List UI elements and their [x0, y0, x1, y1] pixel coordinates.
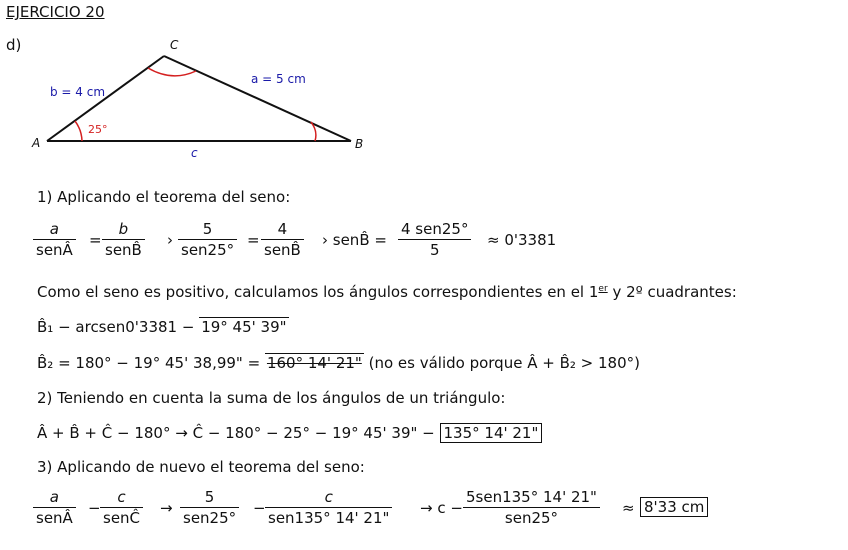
vertex-b: B [355, 137, 364, 151]
fraction-bar [180, 507, 239, 508]
step2-result: 135° 14' 21" [440, 423, 543, 443]
step3-fraction-5 [463, 488, 600, 527]
note-end: y 2º cuadrantes: [607, 283, 737, 301]
fraction-bar [261, 239, 304, 240]
fraction-numerator: 5 [204, 488, 215, 506]
fraction-numerator: a [49, 488, 59, 506]
side-b-label: b = 4 cm [50, 85, 106, 99]
fraction-numerator: 5 [202, 220, 213, 238]
step1-fraction-3 [178, 220, 237, 259]
fraction-denominator: senB̂ [264, 241, 301, 259]
part-label: d) [6, 36, 22, 54]
fraction-denominator: sen25° [183, 509, 237, 527]
side-a-label: a = 5 cm [251, 72, 306, 86]
step3-heading: 3) Aplicando de nuevo el teorema del seno: [37, 458, 365, 476]
b2-note: (no es válido porque Â + B̂₂ > 180°) [368, 354, 640, 372]
step2-eq: Â + B̂ + Ĉ − 180° → Ĉ − 180° − 25° − 19° 45' 39" − [37, 424, 435, 442]
fraction-numerator: c [324, 488, 333, 506]
fraction-denominator: senÂ [36, 509, 73, 527]
minus-sign: − [253, 499, 266, 517]
fraction-denominator: senB̂ [105, 241, 142, 259]
b1-result: 19° 45' 39" [201, 318, 287, 336]
vertex-a: A [32, 136, 41, 150]
sen-b-equals: › senB̂ = [322, 231, 387, 249]
note-start: Como el seno es positivo, calculamos los ángulos correspondientes en el 1 [37, 283, 599, 301]
step1-fraction-2 [102, 220, 145, 259]
note-line [37, 283, 737, 301]
step1-fraction-1 [33, 220, 76, 259]
b2-line [37, 354, 640, 372]
fraction-numerator: c [117, 488, 126, 506]
fraction-bar [265, 507, 392, 508]
b1-lhs: B̂₁ − arcsen0'3381 − [37, 318, 195, 336]
step3-fraction-3 [180, 488, 239, 527]
b2-crossed-result: 160° 14' 21" [266, 354, 362, 372]
fraction-denominator: senĈ [103, 509, 141, 527]
equals-sign: = [247, 231, 260, 249]
step3-fraction-4 [265, 488, 392, 527]
fraction-bar [100, 507, 143, 508]
exercise-title: EJERCICIO 20 [6, 3, 105, 21]
fraction-bar [178, 239, 237, 240]
fraction-bar [33, 239, 76, 240]
triangle-diagram [0, 0, 848, 170]
step1-fraction-5 [398, 220, 471, 259]
angle-a-arc [75, 121, 82, 141]
fraction-denominator: sen135° 14' 21" [268, 509, 390, 527]
step3-fraction-2 [100, 488, 143, 527]
angle-a-label: 25° [88, 123, 108, 136]
minus-sign: − [88, 499, 101, 517]
side-a-line [164, 56, 351, 141]
fraction-denominator: 5 [429, 241, 440, 259]
step1-heading: 1) Aplicando el teorema del seno: [37, 188, 291, 206]
arrow: → [160, 499, 173, 517]
b2-lhs: B̂₂ = 180° − 19° 45' 38,99" = [37, 354, 261, 372]
approx-sign: ≈ [622, 499, 635, 517]
approx-value: ≈ 0'3381 [487, 231, 557, 249]
angle-c-arc [148, 68, 196, 76]
implies-arrow: › [167, 231, 173, 249]
arrow-c-minus: → c − [420, 499, 463, 517]
fraction-denominator: senÂ [36, 241, 73, 259]
fraction-bar [463, 507, 600, 508]
fraction-denominator: sen25° [181, 241, 235, 259]
vertex-c: C [170, 38, 179, 52]
fraction-numerator: 4 sen25° [401, 220, 469, 238]
equals-sign: = [89, 231, 102, 249]
fraction-bar [398, 239, 471, 240]
step1-fraction-4 [261, 220, 304, 259]
step3-fraction-1 [33, 488, 76, 527]
fraction-numerator: a [49, 220, 59, 238]
step2-equation [37, 424, 542, 442]
step2-heading: 2) Teniendo en cuenta la suma de los ángulos de un triángulo: [37, 389, 506, 407]
fraction-bar [102, 239, 145, 240]
fraction-numerator: 4 [277, 220, 288, 238]
fraction-bar [33, 507, 76, 508]
fraction-numerator: b [118, 220, 129, 238]
side-c-label: c [191, 146, 198, 160]
fraction-denominator: sen25° [504, 509, 559, 527]
step3-result: 8'33 cm [640, 497, 708, 517]
note-sup: er [598, 284, 608, 294]
fraction-numerator: 5sen135° 14' 21" [466, 488, 597, 506]
b1-line [37, 318, 289, 336]
